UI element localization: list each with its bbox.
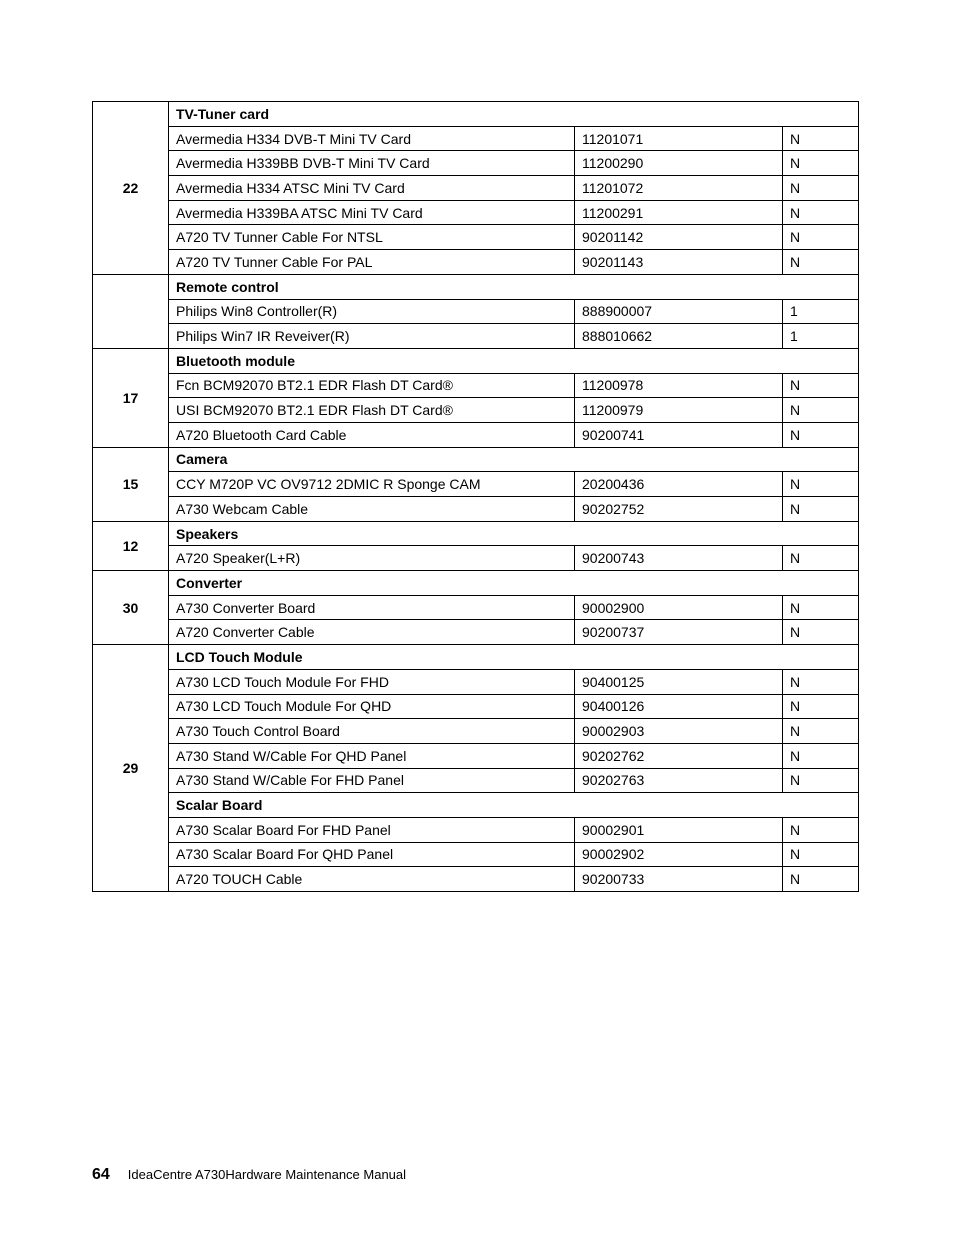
cru-id: N	[783, 151, 859, 176]
group-title: Converter	[169, 571, 859, 596]
fru-number: 11200290	[575, 151, 783, 176]
group-header-row	[93, 521, 859, 546]
fru-number: 11201071	[575, 126, 783, 151]
group-header-row	[93, 571, 859, 596]
fru-number: 90200741	[575, 422, 783, 447]
fru-number: 90201142	[575, 225, 783, 250]
cru-id: N	[783, 250, 859, 275]
page-number: 64	[92, 1166, 110, 1183]
part-description: A720 Bluetooth Card Cable	[169, 422, 575, 447]
group-title: TV-Tuner card	[169, 102, 859, 127]
table-row	[93, 620, 859, 645]
part-description: A720 Speaker(L+R)	[169, 546, 575, 571]
cru-id: N	[783, 126, 859, 151]
cru-id: N	[783, 595, 859, 620]
fru-number: 90002902	[575, 842, 783, 867]
fru-number: 90200743	[575, 546, 783, 571]
cru-id: N	[783, 176, 859, 201]
cru-id: N	[783, 694, 859, 719]
part-description: A730 Stand W/Cable For QHD Panel	[169, 743, 575, 768]
part-description: A730 LCD Touch Module For FHD	[169, 669, 575, 694]
table-row	[93, 250, 859, 275]
callout-number	[93, 274, 169, 348]
fru-number: 90002901	[575, 817, 783, 842]
part-description: Philips Win8 Controller(R)	[169, 299, 575, 324]
part-description: A730 Scalar Board For QHD Panel	[169, 842, 575, 867]
fru-number: 888900007	[575, 299, 783, 324]
group-header-row	[93, 348, 859, 373]
cru-id: 1	[783, 324, 859, 349]
group-title: Bluetooth module	[169, 348, 859, 373]
group-header-row	[93, 102, 859, 127]
table-row	[93, 398, 859, 423]
part-description: A730 LCD Touch Module For QHD	[169, 694, 575, 719]
manual-title: IdeaCentre A730Hardware Maintenance Manual	[127, 1167, 407, 1182]
table-row	[93, 842, 859, 867]
fru-number: 90200737	[575, 620, 783, 645]
table-row	[93, 225, 859, 250]
cru-id: N	[783, 842, 859, 867]
fru-number: 90200733	[575, 867, 783, 892]
fru-number: 20200436	[575, 472, 783, 497]
table-row	[93, 373, 859, 398]
parts-table-body	[93, 102, 859, 892]
cru-id: N	[783, 817, 859, 842]
cru-id: N	[783, 497, 859, 522]
cru-id: N	[783, 472, 859, 497]
fru-number: 11200979	[575, 398, 783, 423]
table-row	[93, 546, 859, 571]
part-description: Avermedia H339BB DVB-T Mini TV Card	[169, 151, 575, 176]
cru-id: N	[783, 546, 859, 571]
table-row	[93, 200, 859, 225]
cru-id: N	[783, 398, 859, 423]
part-description: USI BCM92070 BT2.1 EDR Flash DT Card®	[169, 398, 575, 423]
fru-number: 90400126	[575, 694, 783, 719]
part-description: Philips Win7 IR Reveiver(R)	[169, 324, 575, 349]
part-description: CCY M720P VC OV9712 2DMIC R Sponge CAM	[169, 472, 575, 497]
table-row	[93, 324, 859, 349]
callout-number: 17	[93, 348, 169, 447]
part-description: A730 Stand W/Cable For FHD Panel	[169, 768, 575, 793]
part-description: A720 TV Tunner Cable For NTSL	[169, 225, 575, 250]
group-title: Camera	[169, 447, 859, 472]
table-row	[93, 743, 859, 768]
cru-id: N	[783, 743, 859, 768]
page-footer	[92, 1166, 406, 1184]
part-description: Avermedia H334 ATSC Mini TV Card	[169, 176, 575, 201]
table-row	[93, 472, 859, 497]
group-header-row	[93, 645, 859, 670]
table-row	[93, 422, 859, 447]
fru-number: 90002903	[575, 719, 783, 744]
cru-id: N	[783, 200, 859, 225]
fru-number: 90002900	[575, 595, 783, 620]
part-description: A720 Converter Cable	[169, 620, 575, 645]
cru-id: N	[783, 373, 859, 398]
group-header-row	[93, 447, 859, 472]
part-description: Avermedia H339BA ATSC Mini TV Card	[169, 200, 575, 225]
cru-id: 1	[783, 299, 859, 324]
table-row	[93, 126, 859, 151]
part-description: A730 Touch Control Board	[169, 719, 575, 744]
table-row	[93, 176, 859, 201]
cru-id: N	[783, 620, 859, 645]
fru-number: 90202752	[575, 497, 783, 522]
callout-number: 29	[93, 645, 169, 892]
fru-number: 90400125	[575, 669, 783, 694]
cru-id: N	[783, 422, 859, 447]
table-row	[93, 817, 859, 842]
part-description: A730 Webcam Cable	[169, 497, 575, 522]
part-description: Fcn BCM92070 BT2.1 EDR Flash DT Card®	[169, 373, 575, 398]
part-description: A720 TV Tunner Cable For PAL	[169, 250, 575, 275]
part-description: A730 Converter Board	[169, 595, 575, 620]
table-row	[93, 719, 859, 744]
group-title: Scalar Board	[169, 793, 859, 818]
fru-number: 11200978	[575, 373, 783, 398]
callout-number: 15	[93, 447, 169, 521]
table-row	[93, 768, 859, 793]
fru-number: 11201072	[575, 176, 783, 201]
table-row	[93, 669, 859, 694]
fru-number: 11200291	[575, 200, 783, 225]
table-row	[93, 497, 859, 522]
part-description: A720 TOUCH Cable	[169, 867, 575, 892]
table-row	[93, 595, 859, 620]
part-description: Avermedia H334 DVB-T Mini TV Card	[169, 126, 575, 151]
group-header-row	[93, 274, 859, 299]
fru-number: 90201143	[575, 250, 783, 275]
cru-id: N	[783, 225, 859, 250]
table-row	[93, 694, 859, 719]
callout-number: 12	[93, 521, 169, 570]
cru-id: N	[783, 867, 859, 892]
part-description: A730 Scalar Board For FHD Panel	[169, 817, 575, 842]
group-title: Speakers	[169, 521, 859, 546]
table-row	[93, 867, 859, 892]
cru-id: N	[783, 719, 859, 744]
group-title: LCD Touch Module	[169, 645, 859, 670]
callout-number: 22	[93, 102, 169, 275]
table-row	[93, 299, 859, 324]
table-row	[93, 151, 859, 176]
fru-number: 90202763	[575, 768, 783, 793]
callout-number: 30	[93, 571, 169, 645]
cru-id: N	[783, 768, 859, 793]
group-header-row	[93, 793, 859, 818]
fru-number: 888010662	[575, 324, 783, 349]
fru-number: 90202762	[575, 743, 783, 768]
cru-id: N	[783, 669, 859, 694]
parts-table	[92, 101, 859, 892]
group-title: Remote control	[169, 274, 859, 299]
